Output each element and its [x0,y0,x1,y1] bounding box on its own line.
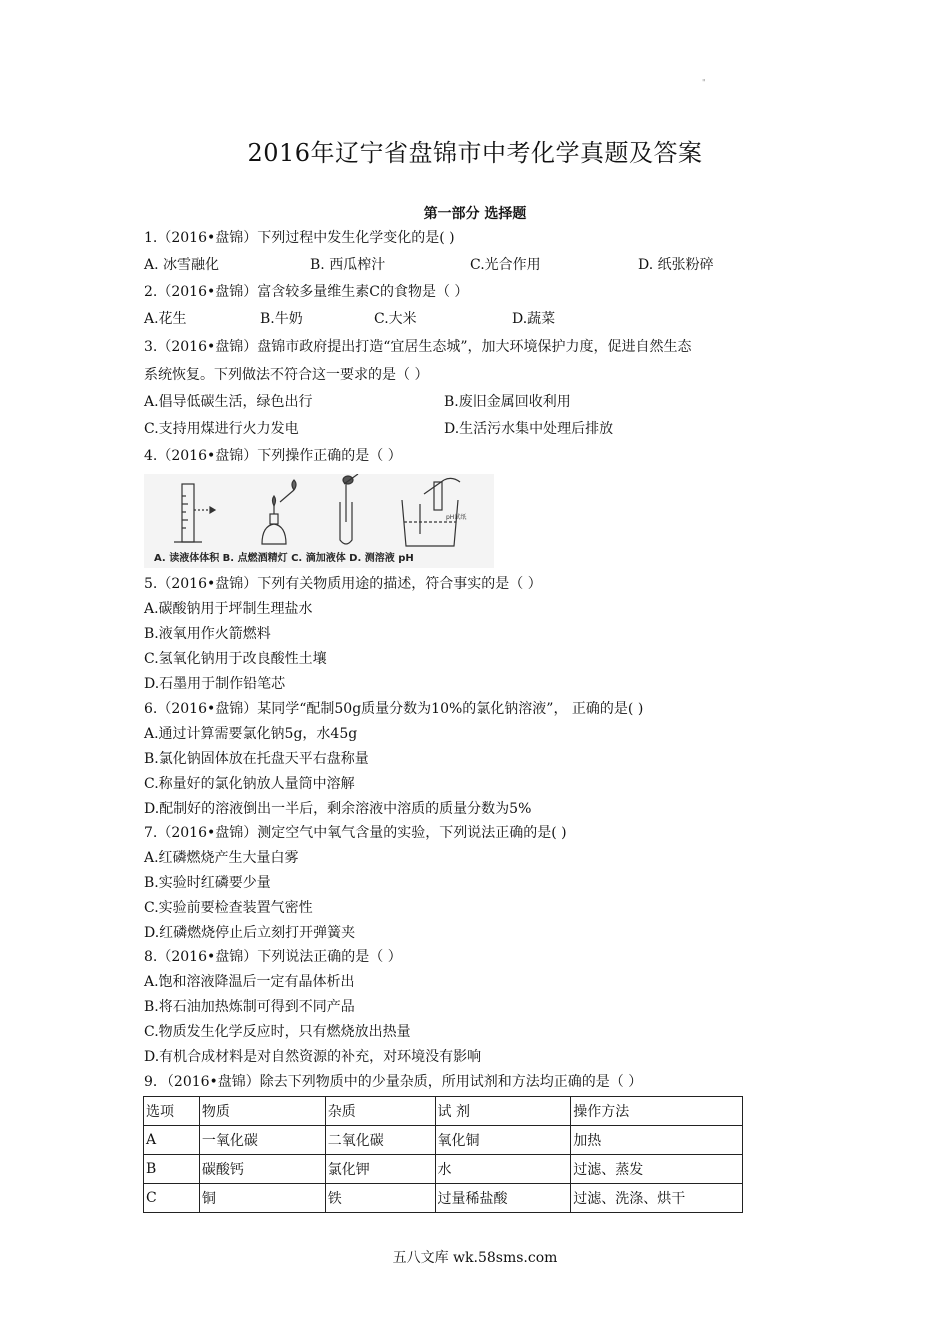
question-8-option-b: B.将石油加热炼制可得到不同产品 [144,999,355,1015]
footer-watermark: 五八文库 wk.58sms.com [392,1250,558,1266]
table-cell: 过滤、蒸发 [571,1155,743,1184]
question-1-option-c: C.光合作用 [470,257,541,273]
question-5-option-d: D.石墨用于制作铅笔芯 [144,676,286,692]
table-cell: 二氧化碳 [325,1126,435,1155]
table-cell: 过滤、洗涤、烘干 [571,1184,743,1213]
question-7-stem: 7.（2016•盘锦）测定空气中氧气含量的实验，下列说法正确的是( ) [144,825,567,841]
question-9-stem: 9．（2016•盘锦）除去下列物质中的少量杂质，所用试剂和方法均正确的是（ ） [144,1074,643,1090]
question-4-stem: 4.（2016•盘锦）下列操作正确的是（ ） [144,448,402,464]
table-row [144,1155,743,1184]
graduated-cylinder-drawing [174,484,215,542]
question-6-stem: 6.（2016•盘锦）某同学“配制50g质量分数为10%的氯化钠溶液”， 正确的是( ) [144,701,644,717]
question-3-option-d: D.生活污水集中处理后排放 [444,421,614,437]
table-cell: B [144,1155,200,1184]
dropper-and-test-tube-drawing [340,474,358,544]
question-6-option-d: D.配制好的溶液倒出一半后，剩余溶液中溶质的质量分数为5% [144,801,532,817]
question-9-table [143,1096,743,1213]
question-6-option-c: C.称量好的氯化钠放人量筒中溶解 [144,776,355,792]
question-3-stem: 3.（2016•盘锦）盘锦市政府提出打造“宜居生态城”，加大环境保护力度，促进自然生态 [144,339,692,355]
question-2-option-a: A.花生 [144,311,187,327]
question-3-option-b: B.废旧金属回收利用 [444,394,571,410]
alcohol-lamp-drawing [262,480,296,544]
header-mark: " [702,78,706,87]
table-cell: 水 [435,1155,571,1184]
table-cell: 氯化钾 [325,1155,435,1184]
table-cell: 加热 [571,1126,743,1155]
question-2-option-c: C.大米 [374,311,417,327]
question-5-option-b: B.液氧用作火箭燃料 [144,626,271,642]
table-header-cell: 选项 [144,1097,200,1126]
table-header-cell: 试 剂 [435,1097,571,1126]
question-3-option-a: A.倡导低碳生活，绿色出行 [144,394,313,410]
question-1-option-d: D. 纸张粉碎 [638,257,714,273]
table-row [144,1184,743,1213]
question-6-option-b: B.氯化钠固体放在托盘天平右盘称量 [144,751,369,767]
figure-caption: A. 读液体体积 B. 点燃酒精灯 C. 滴加液体 D. 测溶液 pH [154,553,414,564]
table-cell: 铜 [199,1184,325,1213]
table-cell: 铁 [325,1184,435,1213]
question-2-option-b: B.牛奶 [260,311,303,327]
ph-paper-label: pH试纸 [446,514,467,521]
question-1-option-b: B. 西瓜榨汁 [310,257,386,273]
question-1-stem: 1.（2016•盘锦）下列过程中发生化学变化的是( ) [144,230,455,246]
table-cell: 碳酸钙 [199,1155,325,1184]
section-title: 第一部分 选择题 [423,206,527,222]
question-1-option-a: A. 冰雪融化 [144,257,220,273]
page-title: 2016年辽宁省盘锦市中考化学真题及答案 [247,139,703,167]
table-cell: 氧化铜 [435,1126,571,1155]
table-header-cell: 操作方法 [571,1097,743,1126]
question-6-option-a: A.通过计算需要氯化钠5g，水45g [144,726,358,742]
question-2-stem: 2.（2016•盘锦）富含较多量维生素C的食物是（ ） [144,284,469,300]
question-2-option-d: D.蔬菜 [512,311,556,327]
table-cell: 一氧化碳 [199,1126,325,1155]
table-cell: A [144,1126,200,1155]
question-5-option-c: C.氢氧化钠用于改良酸性土壤 [144,651,327,667]
question-8-option-a: A.饱和溶液降温后一定有晶体析出 [144,974,355,990]
question-3-stem-continued: 系统恢复。下列做法不符合这一要求的是（ ） [144,367,429,383]
question-7-option-b: B.实验时红磷要少量 [144,875,271,891]
question-5-option-a: A.碳酸钠用于坪制生理盐水 [144,601,313,617]
table-header-cell: 杂质 [325,1097,435,1126]
table-cell: C [144,1184,200,1213]
lab-operations-figure [144,474,494,568]
question-7-option-c: C.实验前要检查装置气密性 [144,900,313,916]
question-7-option-d: D.红磷燃烧停止后立刻打开弹簧夹 [144,925,356,941]
question-8-option-d: D.有机合成材料是对自然资源的补充，对环境没有影响 [144,1049,482,1065]
question-5-stem: 5.（2016•盘锦）下列有关物质用途的描述，符合事实的是（ ） [144,576,542,592]
question-3-option-c: C.支持用煤进行火力发电 [144,421,299,437]
question-8-option-c: C.物质发生化学反应时，只有燃烧放出热量 [144,1024,411,1040]
table-header-row [144,1097,743,1126]
table-row [144,1126,743,1155]
table-header-cell: 物质 [199,1097,325,1126]
table-cell: 过量稀盐酸 [435,1184,571,1213]
question-8-stem: 8.（2016•盘锦）下列说法正确的是（ ） [144,949,402,965]
question-7-option-a: A.红磷燃烧产生大量白雾 [144,850,299,866]
